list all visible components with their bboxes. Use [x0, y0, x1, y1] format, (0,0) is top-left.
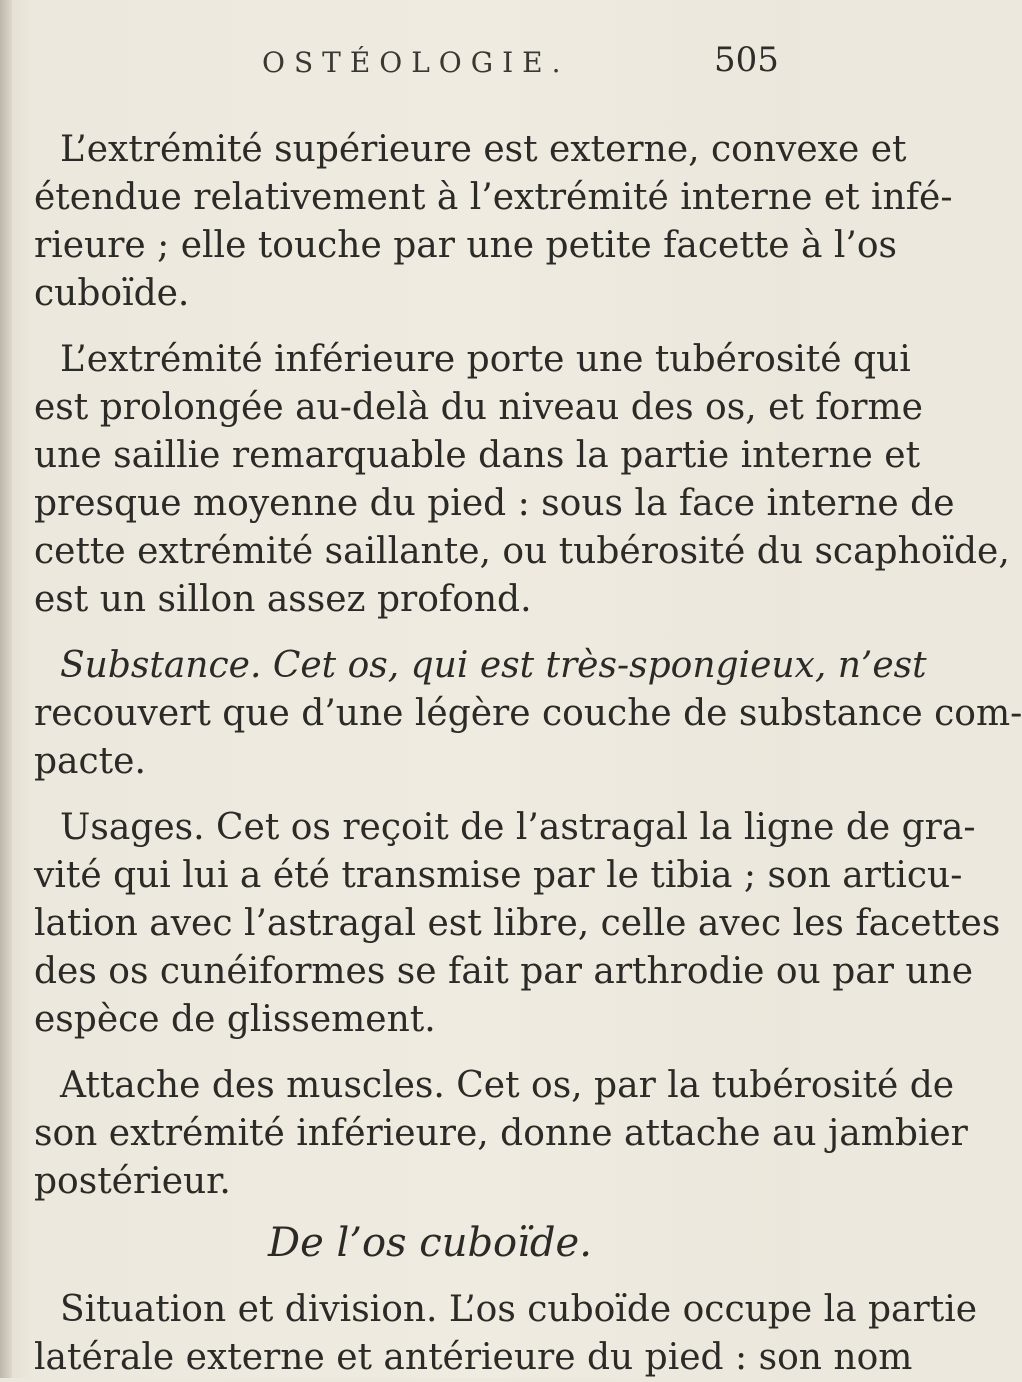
text-line: Attache des muscles. Cet os, par la tubérosité de	[60, 1065, 955, 1106]
page-number: 505	[714, 40, 779, 80]
running-head: OSTÉOLOGIE.	[262, 46, 570, 79]
text-line: recouvert que d’une légère couche de substance com-	[34, 693, 1022, 734]
text-line: postérieur.	[34, 1161, 231, 1202]
text-line: cuboïde.	[34, 273, 190, 314]
text-line: étendue relativement à l’extrémité interne et infé-	[34, 177, 953, 218]
text-line: une saillie remarquable dans la partie interne et	[34, 435, 921, 476]
text-line: espèce de glissement.	[34, 999, 436, 1040]
binding-edge	[0, 0, 12, 1378]
text-line: son extrémité inférieure, donne attache au jambier	[34, 1113, 968, 1154]
text-line: pacte.	[34, 741, 146, 782]
text-line: cette extrémité saillante, ou tubérosité du scaphoïde,	[34, 531, 1010, 572]
text-line: Situation et division. L’os cuboïde occupe la partie	[60, 1289, 978, 1330]
text-line: est prolongée au-delà du niveau des os, et forme	[34, 387, 923, 428]
text-line: Usages. Cet os reçoit de l’astragal la ligne de gra-	[60, 807, 976, 848]
text-line: Substance. Cet os, qui est très-spongieux, n’est	[60, 645, 927, 686]
text-line: L’extrémité supérieure est externe, convexe et	[60, 129, 907, 170]
text-line: rieure ; elle touche par une petite facette à l’os	[34, 225, 898, 266]
text-line: lation avec l’astragal est libre, celle avec les facettes	[34, 903, 1001, 944]
page-header	[0, 38, 800, 88]
text-line: vité qui lui a été transmise par le tibia ; son articu-	[34, 855, 963, 896]
text-line: latérale externe et antérieure du pied : son nom	[34, 1337, 913, 1378]
section-heading: De l’os cuboïde.	[268, 1220, 592, 1266]
text-line: L’extrémité inférieure porte une tubérosité qui	[60, 339, 911, 380]
text-line: presque moyenne du pied : sous la face interne de	[34, 483, 955, 524]
text-line: des os cunéiformes se fait par arthrodie ou par une	[34, 951, 974, 992]
lower-text-clip	[0, 1280, 978, 1378]
text-line: est un sillon assez profond.	[34, 579, 532, 620]
